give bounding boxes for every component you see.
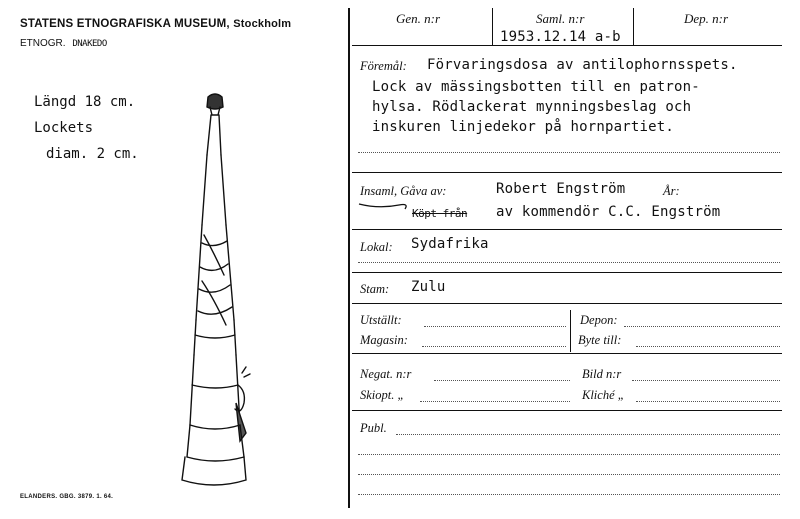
depon-dotted-line [624,326,780,327]
gava-label: Gåva av: [400,184,447,198]
skiopt-label: Skiopt. „ [360,388,405,402]
depon-label: Depon: [580,313,618,327]
etnogr-label: ETNOGR. [20,38,66,49]
struck-text: Köpt från [412,207,468,220]
lokal-rule [352,272,782,273]
ar-label: År: [663,184,680,198]
publ-dotted-line-4 [358,494,780,495]
insaml-label-row: Insaml, Gåva av: [360,184,447,198]
byte-till-label: Byte till: [578,333,622,347]
gen-nr-label: Gen. n:r [396,11,441,26]
negat-rule [352,410,782,411]
publ-dotted-line-2 [358,454,780,455]
foremal-label: Föremål: [360,59,407,73]
measurement-lid-label: Lockets [34,120,94,136]
kliche-dotted-line [636,401,780,402]
saml-nr-value: 1953.12.14 a-b [500,29,621,45]
card-divider [348,8,350,508]
gava-value-line-2: av kommendör C.C. Engström [496,204,721,220]
foremal-dotted-line [358,152,780,153]
museum-heading [20,18,291,30]
museum-city: Stockholm [233,18,292,30]
gava-value: Robert Engström [496,181,626,197]
etnogr-line [20,38,107,49]
measurement-lid-diam: diam. 2 cm. [46,146,139,162]
byte-till-dotted-line [636,346,780,347]
etnogr-stamp: DNAKEDO [72,39,107,49]
museum-name: STATENS ETNOGRAFISKA MUSEUM, [20,18,230,30]
utstallt-vertical-rule [570,310,571,352]
stam-rule [352,303,782,304]
magasin-dotted-line [422,346,566,347]
bild-label: Bild n:r [582,367,622,381]
stam-label: Stam: [360,282,390,296]
measurement-length: Längd 18 cm. [34,94,136,110]
insaml-label: Insaml [360,184,395,198]
bild-dotted-line [632,380,780,381]
skiopt-dotted-line [420,401,570,402]
negat-dotted-line [434,380,570,381]
publ-dotted-line-1 [396,434,780,435]
lokal-label: Lokal: [360,240,393,254]
kliche-label: Kliché „ [582,388,625,402]
foremal-line-4: inskuren linjedekor på hornpartiet. [372,119,675,135]
publ-dotted-line-3 [358,474,780,475]
saml-nr-label: Saml. n:r [536,11,585,26]
utstallt-label: Utställt: [360,313,402,327]
publ-label: Publ. [360,421,387,435]
foremal-line-3: hylsa. Rödlackerat mynningsbeslag och [372,99,692,115]
utstallt-dotted-line [424,326,566,327]
foremal-rule [352,172,782,173]
insaml-rule [352,229,782,230]
horn-container-drawing [160,85,270,495]
utstallt-rule [352,353,782,354]
lokal-dotted-line [358,262,780,263]
foremal-line-1: Förvaringsdosa av antilophornsspets. [427,57,738,73]
printer-note: ELANDERS. GBG. 3879. 1. 64. [20,494,114,500]
foremal-line-2: Lock av mässingsbotten till en patron- [372,79,700,95]
lokal-value: Sydafrika [411,236,489,252]
stam-value: Zulu [411,279,446,295]
negat-label: Negat. n:r [360,367,412,381]
magasin-label: Magasin: [360,333,408,347]
header-rule [352,45,782,46]
dep-nr-label: Dep. n:r [684,11,729,26]
